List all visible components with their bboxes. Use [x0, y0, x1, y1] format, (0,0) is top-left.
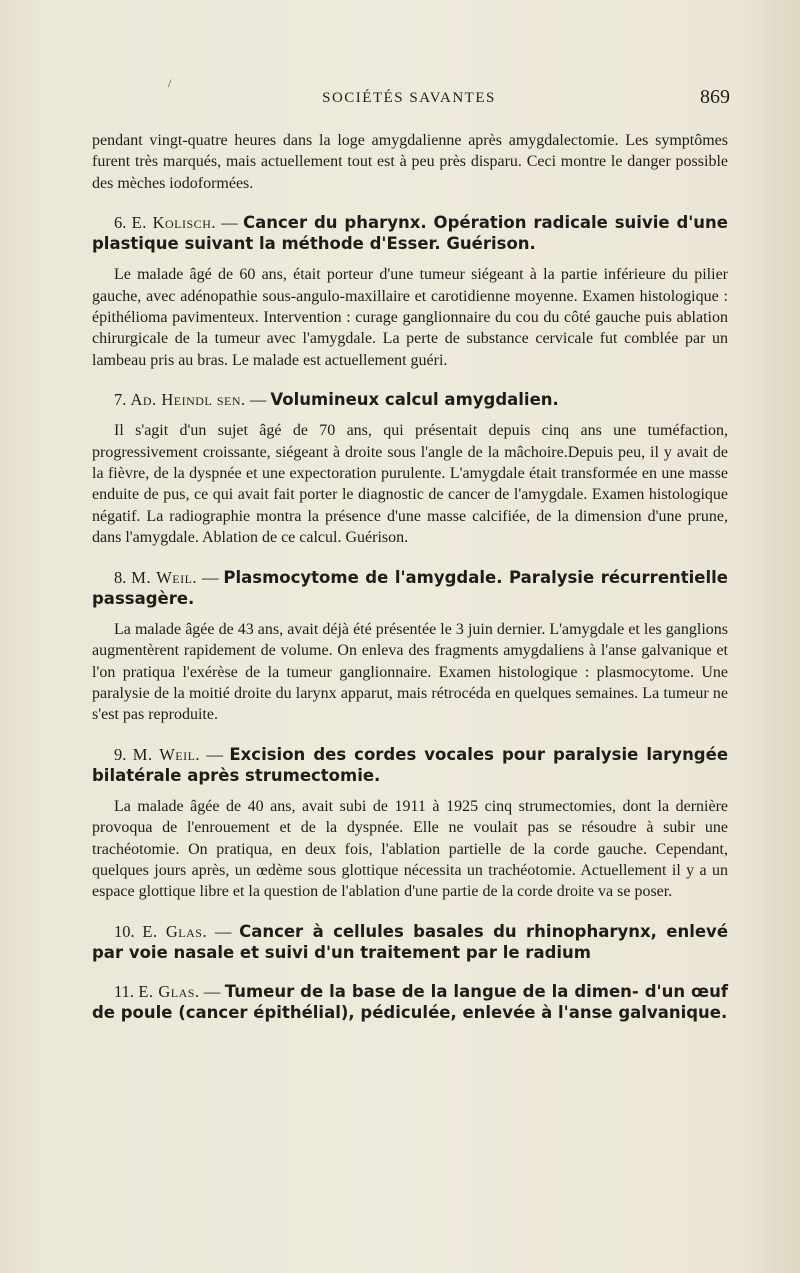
- entry-dash: —: [199, 981, 225, 1001]
- intro-paragraph: pendant vingt-quatre heures dans la loge amygdalienne après amygdalectomie. Les symptômes furent très marqués, mais actuellement tout est à peu près disparu. Ceci montre le danger possible des mèches iodoformées.: [92, 132, 728, 192]
- entry-title: Cancer du pharynx. Opération radicale suivie d'une plastique suivant la méthode d'Esser. Guérison.: [92, 213, 728, 254]
- entry-body: Le malade âgé de 60 ans, était porteur d'une tumeur siégeant à la partie inférieure du pilier gauche, avec adénopathie sous-angulo-maxillaire et carotidienne moyenne. Examen histologique : épithélioma pavimenteux. Intervention : curage ganglionnaire du cou du côté gauche puis ablation chirurgicale de la tumeur avec l'amygdale. La perte de substance cervicale fut comblée par un lambeau pris au bras. Le malade est actuellement guéri.: [92, 266, 728, 369]
- entry-author: M. Weil.: [132, 744, 201, 764]
- entry-author: E. Kolisch.: [131, 213, 216, 233]
- entry-title: Cancer à cellules basales du rhinopharynx, enlevé par voie nasale et suivi d'un traitement par le radium: [92, 921, 729, 962]
- entry-dash: —: [200, 744, 230, 764]
- entry-author: M. Weil.: [131, 567, 198, 587]
- entry-dash: —: [245, 390, 271, 410]
- entry-heading: [92, 389, 728, 410]
- entry-body: Il s'agit d'un sujet âgé de 70 ans, qui présentait depuis cinq ans une tuméfaction, progressivement croissante, siégeant à droite sous l'angle de la mâchoire.Depuis peu, il y avait de la fièvre, de la dyspnée et une expectoration purulente. L'amygdale était transformée en une masse enduite de pus, ce qui avait fait porter le diagnostic de cancer de l'amygdale. Examen histologique négatif. La radiographie montra la présence d'une masse calcifiée, de la dimension d'une prune, dans l'amygdale. Ablation de ce calcul. Guérison.: [92, 422, 728, 547]
- page-header: [88, 86, 730, 116]
- entry-body: La malade âgée de 43 ans, avait déjà été présentée le 3 juin dernier. L'amygdale et les ganglions augmentèrent rapidement de volume. On enleva des fragments amygdaliens à l'anse galvanique et l'on pratiqua l'exérèse de la tumeur ganglionnaire. Examen histologique : plasmocytome. Une paralysie de la moitié droite du larynx apparut, mais rétrocéda en quelques semaines. La tumeur ne s'est pas reproduite.: [92, 620, 728, 724]
- entry-10: [92, 921, 728, 963]
- entry-dash: —: [207, 921, 240, 941]
- entry-number: 10.: [114, 921, 135, 941]
- entry-11: [92, 981, 728, 1023]
- entry-author: E. Glas.: [138, 981, 200, 1001]
- entry-heading: [92, 212, 728, 254]
- entry-heading: [92, 921, 728, 963]
- entry-title: Excision des cordes vocales pour paralysie laryngée bilatérale après strumectomie.: [92, 744, 729, 785]
- entry-9: [92, 744, 728, 903]
- entry-author: E. Glas.: [142, 921, 208, 941]
- entry-author: Ad. Heindl sen.: [130, 390, 246, 410]
- entry-number: 8.: [114, 567, 127, 587]
- entry-7: [92, 389, 728, 548]
- page-number: 869: [700, 86, 730, 108]
- entry-dash: —: [197, 567, 224, 587]
- entry-title: Volumineux calcul amygdalien.: [270, 390, 559, 410]
- entry-8: [92, 567, 728, 726]
- entry-body: La malade âgée de 40 ans, avait subi de 1911 à 1925 cinq strumectomies, dont la dernière provoqua de l'enrouement et de la dyspnée. Elle ne voulait pas se résoudre à subir une trachéotomie. On pratiqua, en deux fois, l'ablation partielle de la corde gauche. Cependant, quelques jours après, un œdème sous glottique nécessita un trachéotomie. Actuellement il y a un espace glottique libre et la question de l'ablation d'une partie de la corde droite va se poser.: [92, 797, 728, 901]
- entry-heading: [92, 744, 728, 786]
- entry-title: Tumeur de la base de la langue de la dimen- d'un œuf de poule (cancer épithélial), pédiculée, enlevée à l'anse galvanique.: [92, 981, 729, 1022]
- entry-heading: [92, 981, 728, 1023]
- entry-number: 11.: [114, 981, 135, 1001]
- entry-6: [92, 212, 728, 371]
- entry-heading: [92, 567, 728, 609]
- running-title: SOCIÉTÉS SAVANTES: [322, 90, 496, 106]
- page-content: [92, 130, 728, 1023]
- margin-mark: /: [168, 76, 172, 90]
- entry-number: 9.: [114, 744, 127, 764]
- entry-number: 7.: [114, 390, 127, 410]
- entry-number: 6.: [114, 213, 127, 233]
- entry-dash: —: [215, 213, 244, 233]
- entry-title: Plasmocytome de l'amygdale. Paralysie récurrentielle passagère.: [92, 567, 728, 608]
